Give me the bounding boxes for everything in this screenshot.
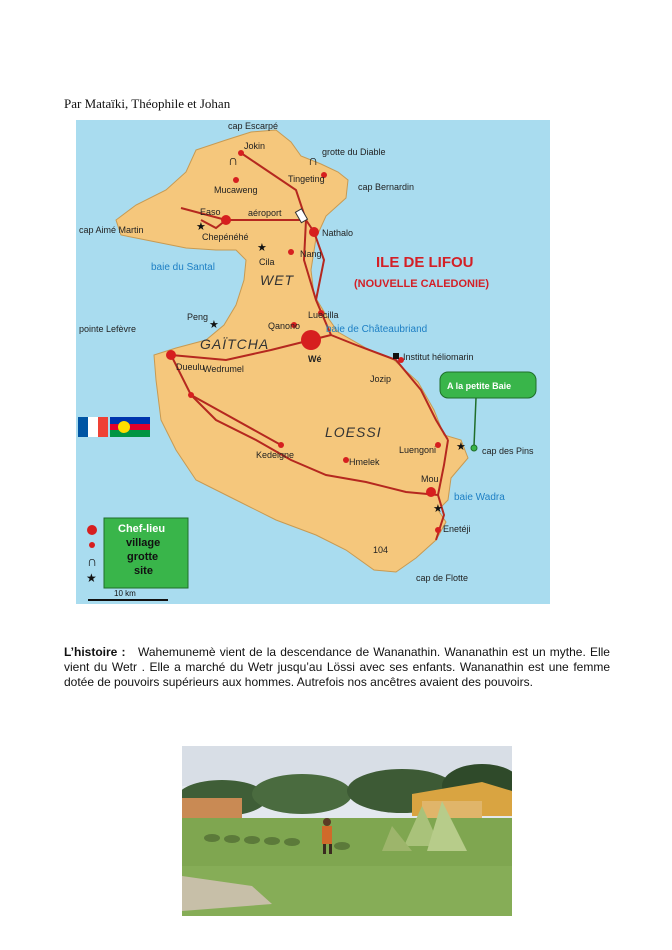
lifou-map	[76, 120, 550, 604]
site-star-icon: ★	[196, 221, 206, 233]
label-elevation: 104	[373, 545, 389, 555]
village-photo	[182, 746, 512, 916]
label-mucaweng: Mucaweng	[214, 185, 258, 195]
town-enetej-dot	[435, 527, 441, 533]
legend-village-dot	[89, 542, 95, 548]
region-wet: WET	[260, 272, 295, 288]
site-star-icon: ★	[209, 319, 219, 331]
label-jokin: Jokin	[244, 141, 266, 151]
label-easo: Easo	[200, 207, 221, 217]
map-subtitle: (NOUVELLE CALEDONIE)	[354, 278, 490, 290]
authors-line: Par Mataïki, Théophile et Johan	[64, 96, 231, 111]
town-mucaweng-dot	[233, 177, 239, 183]
label-cap-bernardin: cap Bernardin	[358, 182, 415, 192]
label-pointe-lefevre: pointe Lefèvre	[79, 324, 137, 334]
label-grotte-diable: grotte du Diable	[322, 147, 386, 157]
flags	[78, 417, 150, 437]
label-luengoni: Luengoni	[399, 445, 437, 455]
grotte-icon: ∩	[228, 152, 239, 168]
label-cap-aime-martin: cap Aimé Martin	[79, 225, 144, 235]
legend-village: village	[126, 537, 161, 549]
scale-label: 10 km	[114, 589, 136, 598]
legend-grotte: grotte	[127, 551, 159, 563]
label-tingeting: Tingeting	[288, 174, 325, 184]
label-cap-de-flotte: cap de Flotte	[416, 573, 469, 583]
label-aeroport: aéroport	[248, 208, 282, 218]
region-loessi: LOESSI	[325, 424, 382, 440]
label-hmelek: Hmelek	[349, 457, 380, 467]
label-nang: Nang	[300, 249, 322, 259]
history-lead: L’histoire :	[64, 645, 126, 659]
map-title: ILE DE LIFOU	[376, 254, 474, 271]
history-text: Wahemunemè vient de la descendance de Wananathin. Wananathin est un mythe. Elle vient du Wetr . Elle a marché du Wetr jusqu’au Lössi avec ses enfants. Wananathin est une femme dotée de pouvoirs supérieurs aux hommes. Autrefois nos ancêtres avaient des pouvoirs.	[64, 645, 610, 689]
label-cila: Cila	[259, 257, 275, 267]
label-institut: Institut héliomarin	[403, 352, 474, 362]
label-qanono: Qanono	[268, 321, 301, 331]
label-peng: Peng	[187, 312, 209, 322]
legend-site: site	[134, 565, 153, 577]
callout-label: A la petite Baie	[447, 381, 512, 391]
site-star-icon: ★	[456, 441, 466, 453]
label-kedeigne: Kedeigne	[256, 450, 295, 460]
institut-icon	[393, 353, 399, 359]
photo-svg	[182, 746, 512, 916]
site-star-icon: ★	[433, 503, 443, 515]
legend-chef-lieu-dot	[87, 525, 97, 535]
town-wedrumel-dot	[188, 392, 194, 398]
history-paragraph	[64, 645, 610, 690]
legend-chef-lieu: Chef-lieu	[118, 523, 166, 535]
label-baie-chateaubriand: baie de Châteaubriand	[326, 324, 428, 335]
label-we: Wé	[308, 354, 322, 364]
label-jozip: Jozip	[370, 374, 392, 384]
label-luecilla: Luecilla	[308, 310, 339, 320]
legend-site-icon: ★	[86, 571, 97, 585]
town-mou-dot	[426, 487, 436, 497]
town-nathalo-dot	[309, 227, 319, 237]
town-chepenehe-dot	[221, 215, 231, 225]
french-flag-icon	[78, 417, 88, 437]
site-star-icon: ★	[257, 242, 267, 254]
map-svg	[76, 120, 550, 604]
label-baie-wadra: baie Wadra	[454, 492, 505, 503]
kanaky-flag-icon	[110, 417, 150, 424]
town-we-dot	[301, 330, 321, 350]
town-kedeigne-dot	[278, 442, 284, 448]
town-dueulu-dot	[166, 350, 176, 360]
label-cap-escarpe: cap Escarpé	[228, 121, 279, 131]
grotte-icon: ∩	[308, 152, 319, 168]
label-wedrumel: Wedrumel	[203, 364, 244, 374]
label-mou: Mou	[421, 474, 439, 484]
town-nang-dot	[288, 249, 294, 255]
label-baie-santal: baie du Santal	[151, 262, 215, 273]
label-nathalo: Nathalo	[322, 228, 354, 238]
label-enetej: Enetéji	[443, 524, 471, 534]
legend-grotte-icon: ∩	[87, 553, 98, 569]
label-cap-des-pins: cap des Pins	[482, 446, 534, 456]
region-gaitcha: GAÏTCHA	[200, 336, 270, 352]
label-dueulu: Dueulu	[176, 362, 205, 372]
label-chepenehe: Chepénéhé	[202, 232, 249, 242]
